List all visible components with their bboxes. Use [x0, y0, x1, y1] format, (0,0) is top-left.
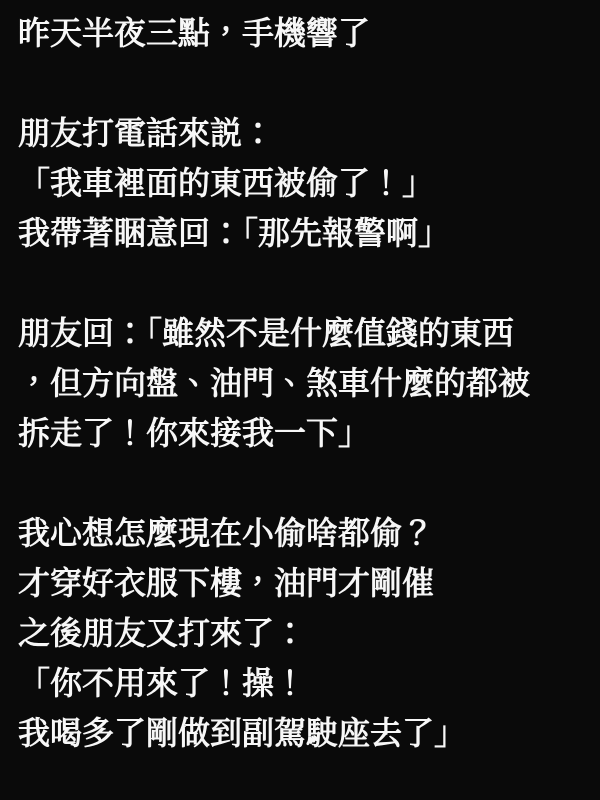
story-line: 朋友回：「雖然不是什麼值錢的東西	[18, 315, 515, 351]
story-line: 之後朋友又打來了：	[18, 615, 307, 651]
story-line: 拆走了！你來接我一下」	[18, 415, 371, 451]
story-line: 「你不用來了！操！	[18, 665, 307, 701]
story-line: 我喝多了剛做到副駕駛座去了」	[18, 715, 467, 751]
story-blank-line	[18, 58, 590, 108]
story-line: ，但方向盤、油門、煞車什麼的都被	[18, 365, 531, 401]
story-line: 我心想怎麼現在小偷啥都偷？	[18, 515, 435, 551]
story-line: 昨天半夜三點，手機響了	[18, 15, 371, 51]
story-line: 朋友打電話來説：	[18, 115, 275, 151]
story-line: 才穿好衣服下樓，油門才剛催	[18, 565, 435, 601]
story-line: 我帶著睏意回：「那先報警啊」	[18, 215, 451, 251]
story-blank-line	[18, 458, 590, 508]
story-line: 「我車裡面的東西被偷了！」	[18, 165, 435, 201]
story-blank-line	[18, 258, 590, 308]
